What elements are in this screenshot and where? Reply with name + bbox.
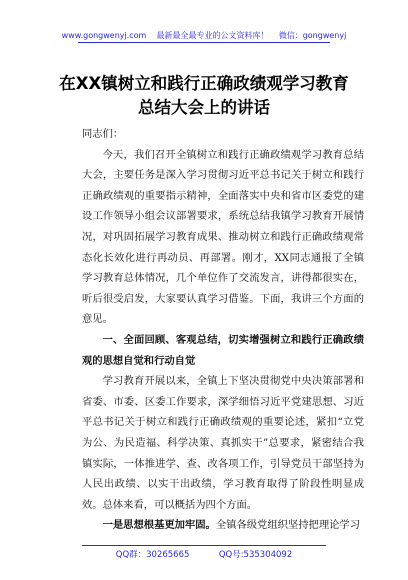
point-1-lead: 一是思想根基更加牢固。: [102, 519, 216, 532]
footer-divider: [82, 545, 326, 546]
title-line-2: 总结大会上的讲话: [138, 98, 270, 117]
document-title: [20, 72, 388, 120]
section-heading-1: 一、全面回顾、客观总结，切实增强树立和践行正确政绩观的思想自觉和行动自觉: [82, 333, 364, 367]
header-wechat: 微信：gongwenyj: [278, 31, 347, 40]
point-1-text: 全镇各级党组织坚持把理论学习: [215, 519, 361, 532]
salutation: 同志们：: [82, 128, 124, 140]
footer-qq-number: QQ号:535304092: [218, 550, 293, 560]
header-site-link[interactable]: www.gongwenyj.com: [61, 31, 147, 40]
document-body: [82, 124, 364, 536]
paragraph-review: 学习教育开展以来，全镇上下坚决贯彻党中央决策部署和省委、市委、区委工作要求，深学细悟习近平党建思想、习近平总书记关于树立和践行正确政绩观的重要论述，紧扣“立党为公、为民造福、科学决策、真抓实干”总要求，紧密结合我镇实际，一体推进学、查、改各项工作，引导党员干部坚持为人民出政绩、以实干出政绩，学习教育取得了阶段性明显成效。总体来看，可以概括为四个方面。: [82, 375, 364, 511]
header-slogan: 最新最全最专业的公文资料库！: [156, 31, 269, 40]
page-header: [0, 30, 408, 41]
footer-qq-group: QQ群：30265665: [115, 550, 190, 560]
page-footer: [0, 548, 408, 560]
paragraph-intro: 今天，我们召开全镇树立和践行正确政绩观学习教育总结大会，主要任务是深入学习贯彻习近平总书记关于树立和践行正确政绩观的重要指示精神，全面落实中央和省市区委党的建设工作领导小组会议部署要求，系统总结我镇学习教育开展情况，对巩固拓展学习教育成果、推动树立和践行正确政绩观常态化长效化进行再动员、再部署。刚才，XX同志通报了全镇学习教育总体情况，几个单位作了交流发言，讲得都很实在，听后很受启发，大家要认真学习借鉴。下面，我讲三个方面的意见。: [82, 148, 364, 326]
paragraph-point-1: [82, 515, 364, 536]
header-divider: [78, 42, 330, 43]
title-line-1: 在XX镇树立和践行正确政绩观学习教育: [59, 74, 349, 93]
